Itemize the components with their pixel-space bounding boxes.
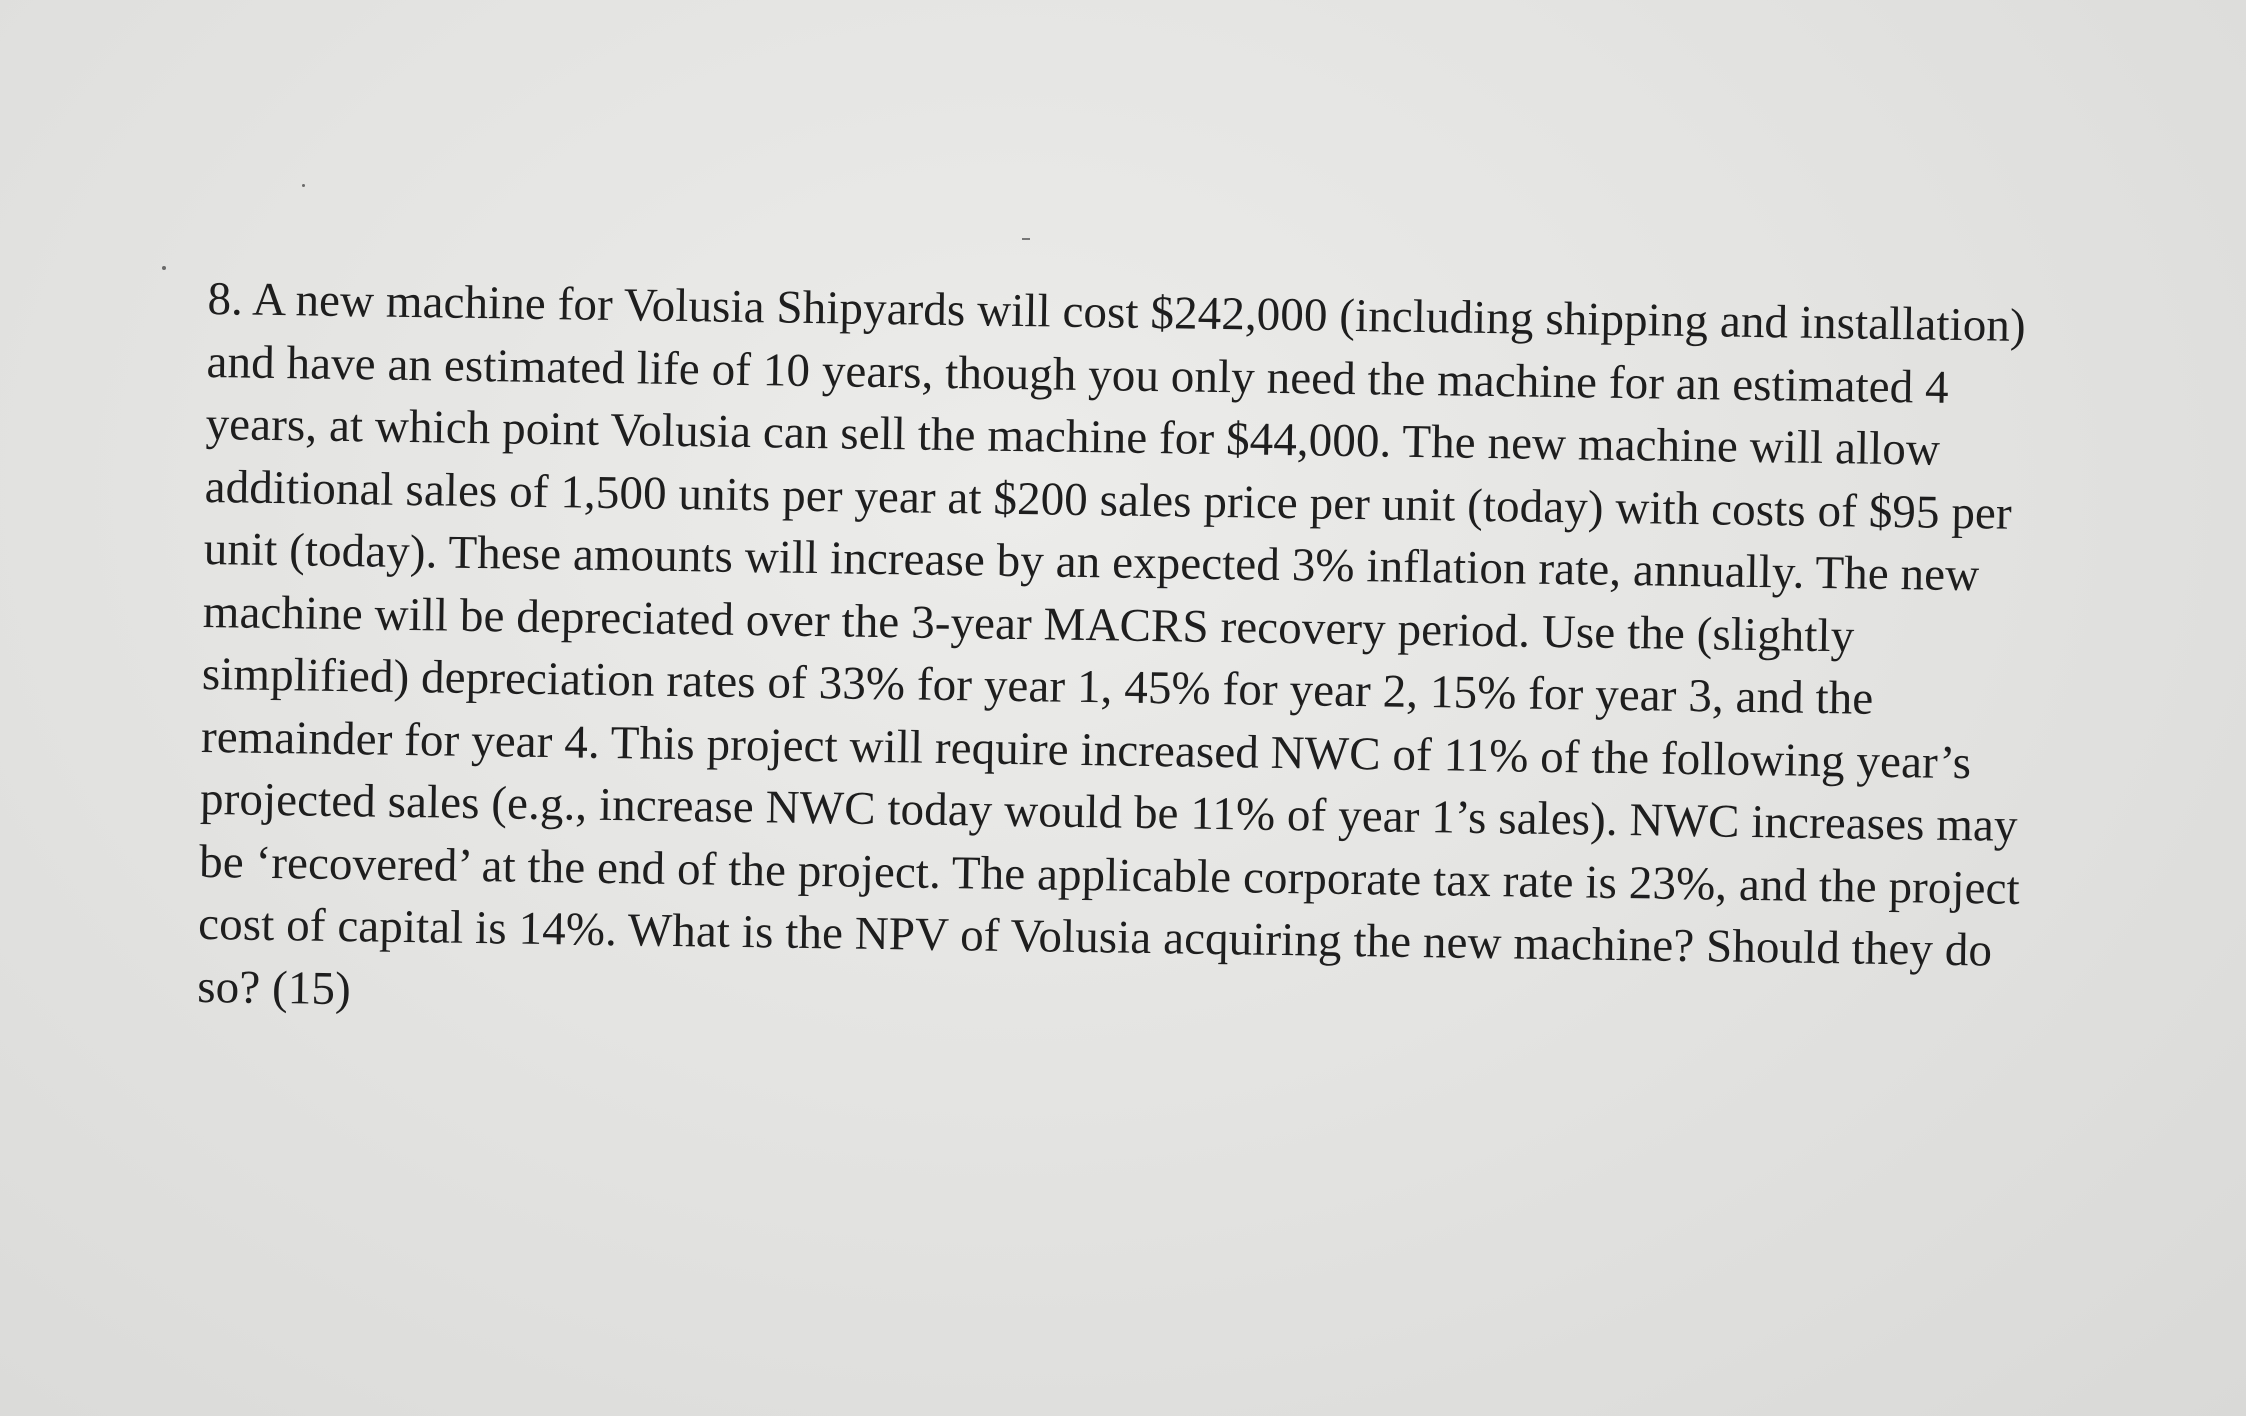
problem-line: 8. A new machine for Volusia Shipyards will cost $242,000 (including shipping and installation) [207, 272, 2027, 352]
problem-line: additional sales of 1,500 units per year at $200 sales price per unit (today) with costs of $95 per [204, 460, 2013, 540]
paper-mark [1022, 238, 1030, 240]
problem-line: and have an estimated life of 10 years, though you only need the machine for an estimated 4 [206, 335, 1950, 414]
problem-line: so? (15) [196, 960, 352, 1015]
problem-line: years, at which point Volusia can sell the machine for $44,000. The new machine will allow [205, 397, 1941, 476]
problem-line: projected sales (e.g., increase NWC today would be 11% of year 1’s sales). NWC increases may [199, 772, 2018, 852]
problem-text [197, 268, 2208, 1048]
problem-line: be ‘recovered’ at the end of the project. The applicable corporate tax rate is 23%, and the project [198, 835, 2021, 915]
problem-line: cost of capital is 14%. What is the NPV of Volusia acquiring the new machine? Should they do [197, 897, 1993, 977]
problem-line: machine will be depreciated over the 3-year MACRS recovery period. Use the (slightly [202, 585, 1855, 662]
paper-speck [302, 184, 305, 187]
bullet-mark [162, 266, 166, 270]
problem-line: unit (today). These amounts will increase by an expected 3% inflation rate, annually. The new [203, 522, 1980, 602]
problem-line: remainder for year 4. This project will require increased NWC of 11% of the following year’s [200, 710, 1972, 789]
problem-line: simplified) depreciation rates of 33% for year 1, 45% for year 2, 15% for year 3, and the [201, 647, 1874, 725]
